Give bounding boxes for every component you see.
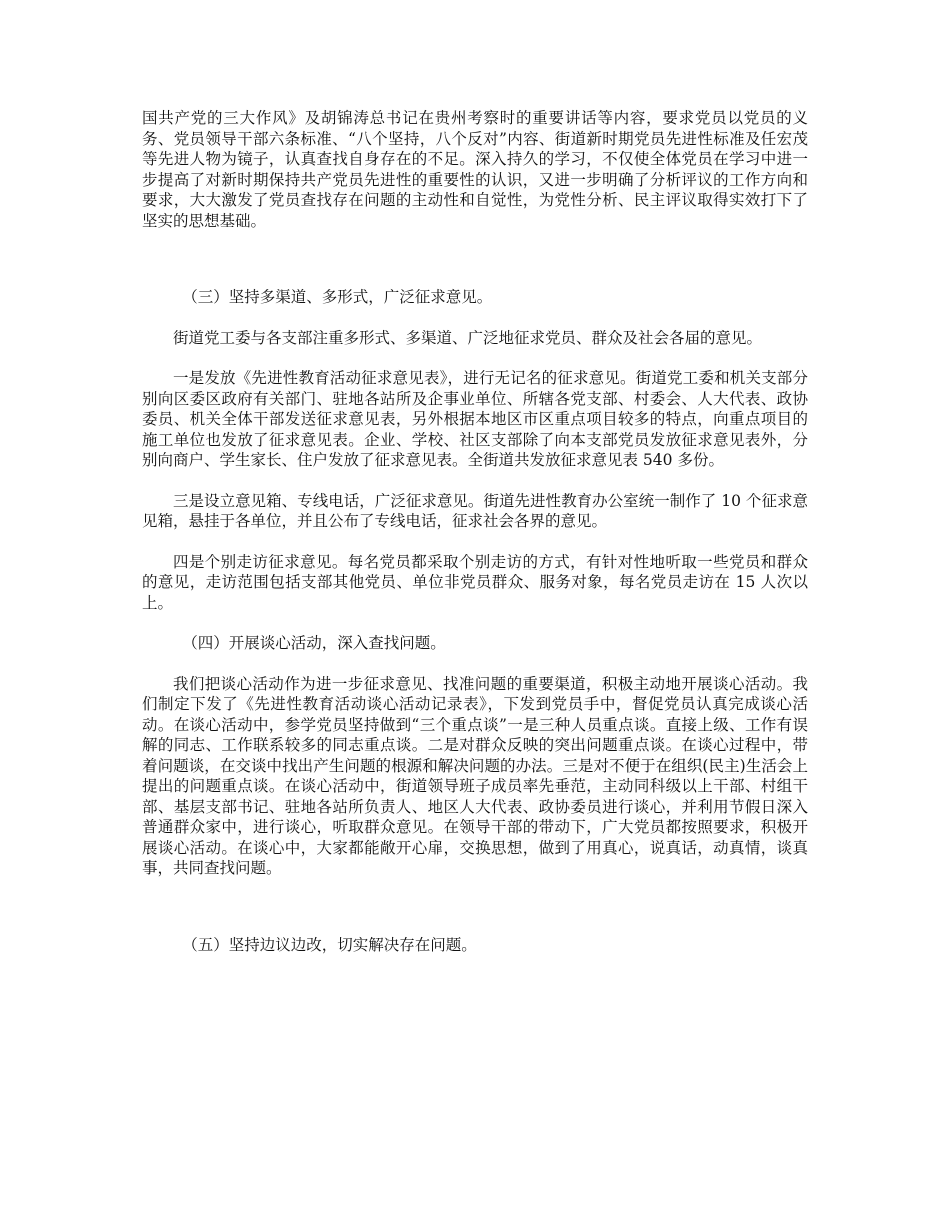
spacer — [142, 471, 808, 491]
spacer — [142, 879, 808, 935]
spacer — [142, 654, 808, 674]
paragraph-heart-to-heart: 我们把谈心活动作为进一步征求意见、找准问题的重要渠道，积极主动地开展谈心活动。我们制定下发了《先进性教育活动谈心活动记录表》，下发到党员手中，督促党员认真完成谈心活动。在谈心活动中，参学党员坚持做到“三个重点谈”一是三种人员重点谈。直接上级、工作有误解的同志、工作联系较多的同志重点谈。二是对群众反映的突出问题重点谈。在谈心过程中，带着问题谈，在交谈中找出产生问题的根源和解决问题的办法。三是对不便于在组织(民主)生活会上提出的问题重点谈。在谈心活动中，街道领导班子成员率先垂范，主动同科级以上干部、村组干部、基层支部书记、驻地各站所负责人、地区人大代表、政协委员进行谈心，并利用节假日深入普通群众家中，进行谈心，听取群众意见。在领导干部的带动下，广大党员都按照要求，积极开展谈心活动。在谈心中，大家都能敞开心扉，交换思想，做到了用真心，说真话，动真情，谈真事，共同查找问题。 — [142, 674, 808, 877]
spacer — [142, 231, 808, 287]
paragraph-channels-intro: 街道党工委与各支部注重多形式、多渠道、广泛地征求党员、群众及社会各届的意见。 — [173, 328, 763, 347]
document-body — [142, 108, 808, 955]
paragraph-suggestion-box: 三是设立意见箱、专线电话，广泛征求意见。街道先进性教育办公室统一制作了 10 个征求意见箱，悬挂于各单位，并且公布了专线电话，征求社会各界的意见。 — [142, 491, 808, 530]
spacer — [142, 613, 808, 633]
section-heading-4: （四）开展谈心活动，深入查找问题。 — [182, 634, 446, 652]
paragraph-survey-forms: 一是发放《先进性教育活动征求意见表》，进行无记名的征求意见。街道党工委和机关支部分别向区委区政府有关部门、驻地各站所及企事业单位、所辖各党支部、村委会、人大代表、政协委员、机关全体干部发送征求意见表，另外根据本地区市区重点项目较多的特点，向重点项目的施工单位也发放了征求意见表。企业、学校、社区支部除了向本支部党员发放征求意见表外，分别向商户、学生家长、住户发放了征求意见表。全街道共发放征求意见表 540 多份。 — [142, 369, 808, 469]
section-heading-5: （五）坚持边议边改，切实解决存在问题。 — [182, 935, 477, 954]
section-heading-3: （三）坚持多渠道、多形式，广泛征求意见。 — [182, 288, 493, 306]
paragraph-visits: 四是个别走访征求意见。每名党员都采取个别走访的方式，有针对性地听取一些党员和群众的意见，走访范围包括支部其他党员、单位非党员群众、服务对象，每名党员走访在 15 人次以上。 — [142, 552, 808, 612]
paragraph-study-continuation: 国共产党的三大作风》及胡锦涛总书记在贵州考察时的重要讲话等内容，要求党员以党员的义务、党员领导干部六条标准、“八个坚持，八个反对”内容、街道新时期党员先进性标准及任宏茂等先进人物为镜子，认真查找自身存在的不足。深入持久的学习，不仅使全体党员在学习中进一步提高了对新时期保持共产党员先进性的重要性的认识，又进一步明确了分析评议的工作方向和要求，大大激发了党员查找存在问题的主动性和自觉性，为党性分析、民主评议取得实效打下了坚实的思想基础。 — [142, 109, 808, 230]
spacer — [142, 532, 808, 552]
spacer — [142, 308, 808, 328]
spacer — [142, 348, 808, 368]
